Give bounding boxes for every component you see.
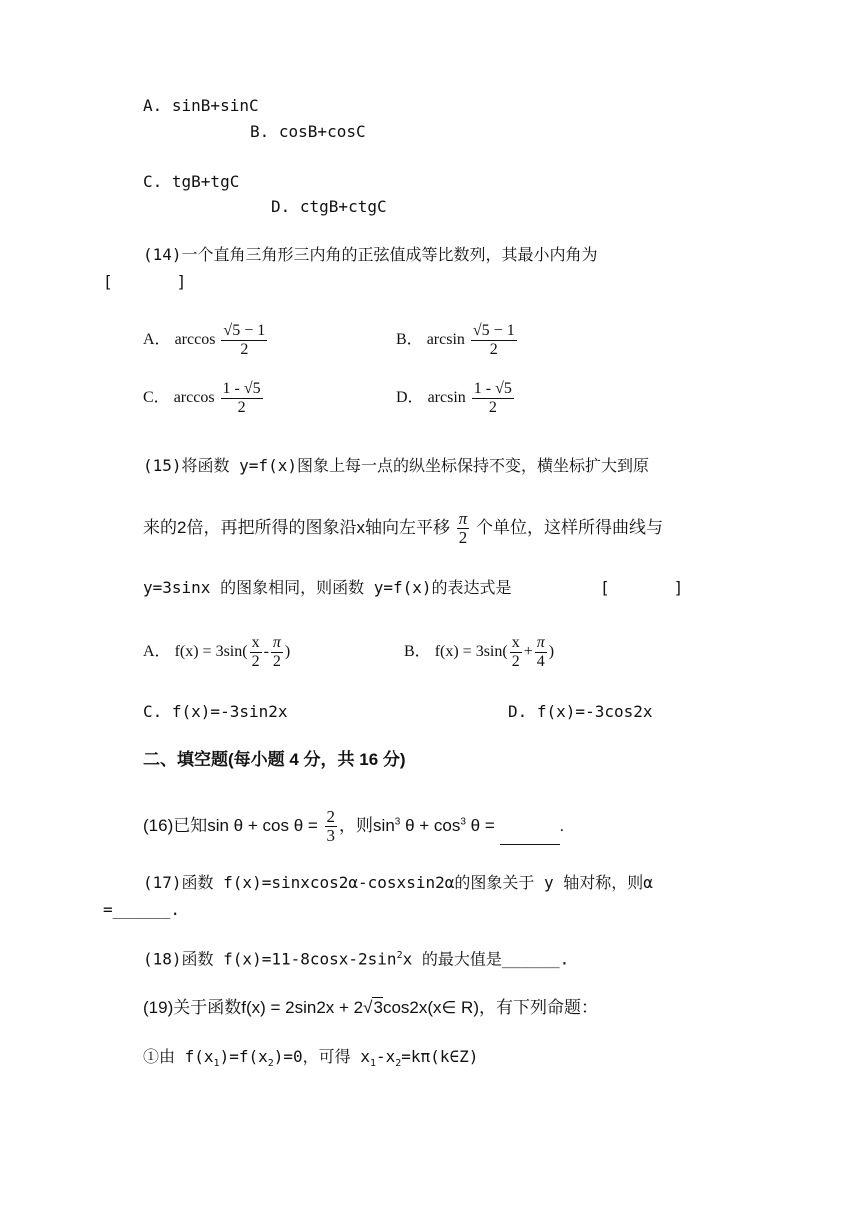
- q19: [143, 998, 598, 1018]
- q14-option-a: [143, 322, 269, 359]
- fraction-denominator: 2: [251, 653, 260, 670]
- q18-text: x 的最大值是______.: [402, 949, 570, 969]
- operator: +: [523, 643, 533, 661]
- fraction: [457, 510, 470, 547]
- q13-option-b: B. cosB+cosC: [250, 122, 366, 141]
- item-text: ①由 f(x: [143, 1047, 214, 1066]
- fraction-numerator: π: [458, 509, 468, 528]
- q13-option-d: D. ctgB+ctgC: [271, 197, 387, 216]
- option-label: C．: [143, 389, 170, 407]
- fraction-denominator: 2: [240, 341, 249, 358]
- exponent: 3: [460, 816, 466, 828]
- q18-text: (18)函数 f(x)=11-8cosx-2sin: [143, 949, 397, 969]
- q15-line-3: y=3sinx 的图象相同，则函数 y=f(x)的表达式是: [143, 578, 512, 597]
- q13-option-a: A. sinB+sinC: [143, 96, 259, 115]
- q19-text: cos2x(x∈ R)，有下列命题：: [382, 998, 598, 1017]
- q13-option-c: C. tgB+tgC: [143, 172, 240, 191]
- fraction: [271, 634, 283, 671]
- option-label: B．: [404, 643, 431, 661]
- fraction: [325, 808, 338, 845]
- q16-text: θ + cos: [400, 815, 461, 835]
- q15-option-b: [404, 634, 554, 671]
- option-label: A．: [143, 643, 171, 661]
- q14-option-b: [396, 322, 519, 359]
- fraction-numerator: 1 - √5: [473, 380, 512, 397]
- q16-text: .: [559, 815, 565, 835]
- fraction: [510, 634, 522, 671]
- fraction: [471, 322, 517, 359]
- exponent: 3: [394, 816, 401, 828]
- function-name: arcsin: [427, 389, 466, 407]
- q19-text: (19)关于函数f(x) = 2sin2x + 2: [143, 998, 364, 1017]
- exponent: 2: [396, 950, 403, 961]
- q16: [143, 808, 564, 845]
- expression-text: f(x) = 3sin(: [434, 643, 508, 661]
- subscript: 1: [369, 1058, 376, 1070]
- fraction: [221, 380, 263, 417]
- item-text: )=f(x: [219, 1047, 268, 1066]
- q16-text: ，则sin: [339, 815, 395, 835]
- fraction: [250, 634, 262, 671]
- subscript: 1: [213, 1058, 220, 1070]
- q14-option-c: [143, 380, 265, 417]
- fraction: [221, 322, 267, 359]
- q15-option-d: D. f(x)=-3cos2x: [508, 702, 653, 721]
- sqrt-symbol: √: [363, 998, 373, 1017]
- q14-stem: (14)一个直角三角形三内角的正弦值成等比数列，其最小内角为: [143, 245, 598, 264]
- fraction-denominator: 2: [237, 399, 246, 416]
- q15-option-c: C. f(x)=-3sin2x: [143, 702, 288, 721]
- function-name: arccos: [173, 389, 215, 407]
- q17-line-2: =______.: [103, 900, 181, 919]
- option-label: D．: [396, 389, 424, 407]
- function-name: arccos: [174, 331, 216, 349]
- option-label: A．: [143, 331, 171, 349]
- sqrt-radicand: 3: [373, 998, 383, 1017]
- q15-line-2: [143, 510, 663, 547]
- fraction-numerator: 1 - √5: [222, 380, 261, 397]
- fraction: [535, 634, 547, 671]
- item-text: =kπ(k∈Z): [401, 1047, 479, 1066]
- q14-option-d: [396, 380, 516, 417]
- fraction-numerator: π: [272, 634, 281, 651]
- fraction-numerator: √5 − 1: [472, 322, 515, 339]
- q15-line-2-text-end: 个单位，这样所得曲线与: [475, 517, 663, 537]
- q18: [143, 946, 569, 969]
- q15-line-1: (15)将函数 y=f(x)图象上每一点的纵坐标保持不变，横坐标扩大到原: [143, 456, 649, 475]
- fraction: [472, 380, 514, 417]
- q15-answer-bracket: [ ]: [600, 578, 684, 597]
- q16-text: θ =: [465, 815, 495, 835]
- expression-text: f(x) = 3sin(: [174, 643, 248, 661]
- q16-text: (16)已知sin θ + cos θ =: [143, 815, 318, 835]
- fraction-numerator: x: [251, 634, 260, 651]
- operator: -: [263, 643, 269, 661]
- option-label: B．: [396, 331, 423, 349]
- fraction-denominator: 2: [272, 653, 281, 670]
- fraction-denominator: 2: [489, 341, 498, 358]
- q19-item-1: [143, 1047, 478, 1074]
- q14-answer-bracket: [ ]: [103, 272, 187, 291]
- fraction-denominator: 3: [326, 826, 336, 845]
- fraction-numerator: √5 − 1: [223, 322, 266, 339]
- subscript: 2: [395, 1058, 402, 1070]
- item-text: -x: [375, 1047, 396, 1066]
- expression-text: ): [284, 643, 291, 661]
- q15-option-a: [143, 634, 290, 671]
- answer-blank[interactable]: [500, 826, 560, 845]
- q17-line-1: (17)函数 f(x)=sinxcos2α-cosxsin2α的图象关于 y 轴对称，则α: [143, 873, 653, 892]
- q15-line-2-text: 来的2倍，再把所得的图象沿x轴向左平移: [143, 517, 450, 537]
- fraction-numerator: 2: [326, 807, 336, 826]
- fraction-numerator: π: [536, 634, 545, 651]
- fraction-denominator: 2: [488, 399, 497, 416]
- expression-text: ): [548, 643, 555, 661]
- section-title: 二、填空题(每小题 4 分，共 16 分): [143, 750, 406, 769]
- fraction-denominator: 2: [511, 653, 520, 670]
- fraction-denominator: 2: [458, 528, 468, 547]
- fraction-denominator: 4: [536, 653, 545, 670]
- function-name: arcsin: [426, 331, 465, 349]
- subscript: 2: [267, 1058, 274, 1070]
- fraction-numerator: x: [511, 634, 520, 651]
- item-text: )=0，可得 x: [273, 1047, 370, 1066]
